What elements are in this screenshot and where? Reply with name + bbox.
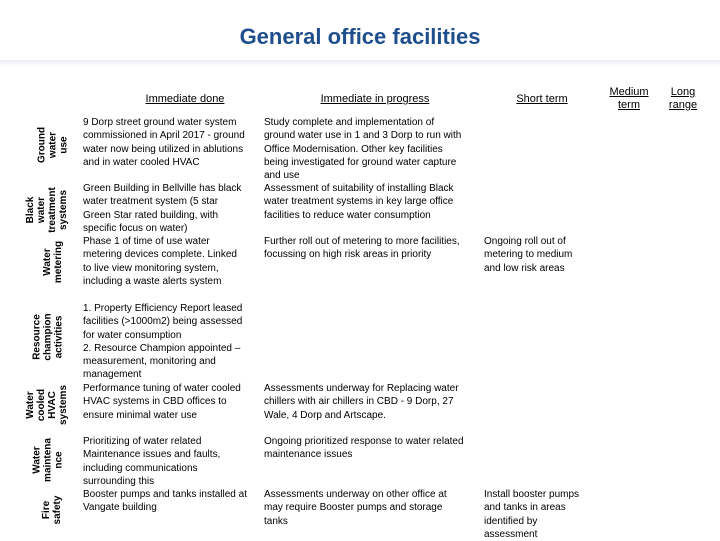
cell-fire-done: Booster pumps and tanks installed at Vangate building	[83, 489, 247, 514]
cell-black-water-progress: Assessment of suitability of installing Black water treatment systems in key large office facilities to reduce water consumption	[264, 183, 454, 221]
title-divider	[0, 60, 720, 66]
column-header-immediate-done: Immediate done	[145, 93, 225, 105]
cell-maintenance-done: Prioritizing of water related Maintenance issues and faults, including communications surrounding this	[83, 436, 221, 487]
cell-metering-short: Ongoing roll out of metering to medium and low risk areas	[484, 236, 573, 274]
cell-ground-water-done: 9 Dorp street ground water system commissioned in April 2017 - ground water now being utilized in ablutions and in water cooled HVAC	[83, 117, 245, 168]
cell-fire-progress: Assessments underway on other office at may require Booster pumps and storage tanks	[264, 489, 447, 527]
cell-black-water-done: Green Building in Bellville has black water treatment system (5 star Green Star rated building, with specific focus on water)	[83, 183, 242, 234]
cell-maintenance-progress: Ongoing prioritized response to water related maintenance issues	[264, 436, 464, 461]
column-header-immediate-in-progress: Immediate in progress	[320, 93, 430, 105]
cell-hvac-done: Performance tuning of water cooled HVAC systems in CBD offices to ensure minimal water use	[83, 383, 241, 421]
cell-metering-done: Phase 1 of time of use water metering devices complete. Linked to live view monitoring system, including a waste alerts system	[83, 236, 237, 287]
page-title: General office facilities	[239, 24, 481, 49]
cell-ground-water-progress: Study complete and implementation of ground water use in 1 and 3 Dorp to run with Office Modernisation. Other key facilities being investigated for ground water capture and use	[264, 117, 462, 182]
column-header-short-term: Short term	[516, 93, 568, 105]
column-header-medium-term: Medium term	[609, 86, 649, 111]
column-header-long-range: Long range	[668, 86, 698, 111]
cell-fire-short: Install booster pumps and tanks in areas identified by assessment	[484, 489, 580, 540]
cell-resource-done: 1. Property Efficiency Report leased facilities (>1000m2) being assessed for water consumption 2. Resource Champion appointed – measurement, monitoring and management	[83, 303, 243, 381]
cell-metering-progress: Further roll out of metering to more facilities, focussing on high risk areas in priority	[264, 236, 460, 261]
cell-hvac-progress: Assessments underway for Replacing water chillers with air chillers in CBD - 9 Dorp, 27 Wale, 4 Dorp and Artscape.	[264, 383, 459, 421]
